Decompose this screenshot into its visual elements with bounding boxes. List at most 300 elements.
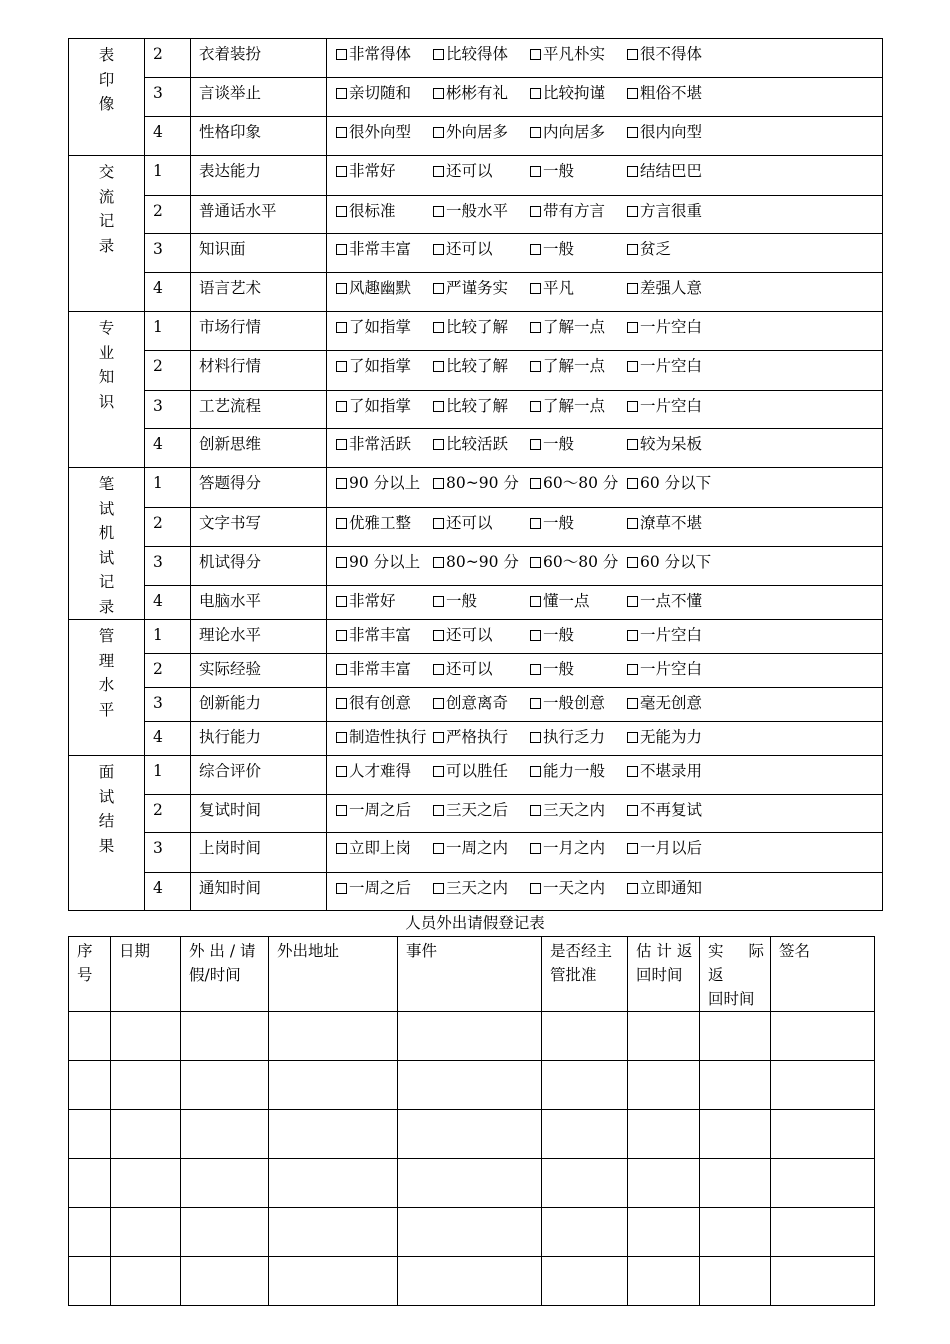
eval-item-number: 3	[145, 234, 191, 273]
eval-option[interactable]	[336, 277, 433, 299]
eval-option[interactable]	[336, 760, 433, 782]
checkbox-icon[interactable]	[627, 244, 638, 255]
checkbox-icon[interactable]	[530, 732, 541, 743]
eval-option-label: 潦草不堪	[640, 513, 703, 532]
leave-entry-cell[interactable]	[628, 1159, 700, 1208]
leave-header-line: 序	[77, 942, 93, 960]
leave-entry-cell[interactable]	[771, 1208, 875, 1257]
checkbox-icon[interactable]	[433, 732, 444, 743]
checkbox-icon[interactable]	[530, 630, 541, 641]
eval-option[interactable]	[433, 395, 530, 417]
eval-option[interactable]	[433, 624, 530, 646]
eval-option[interactable]	[336, 624, 433, 646]
checkbox-icon[interactable]	[627, 732, 638, 743]
eval-option[interactable]	[336, 238, 433, 260]
eval-option[interactable]	[433, 472, 530, 494]
checkbox-icon[interactable]	[627, 518, 638, 529]
checkbox-icon[interactable]	[336, 596, 347, 607]
eval-option[interactable]	[336, 590, 433, 612]
eval-row	[69, 196, 883, 234]
eval-option-label: 一周之后	[349, 801, 412, 819]
eval-option-label: 差强人意	[640, 279, 703, 297]
checkbox-icon[interactable]	[530, 88, 541, 99]
leave-entry-cell[interactable]	[181, 1257, 269, 1306]
checkbox-icon[interactable]	[336, 206, 347, 217]
checkbox-icon[interactable]	[530, 244, 541, 255]
eval-option-label: 一般水平	[446, 202, 509, 220]
checkbox-icon[interactable]	[433, 401, 444, 412]
checkbox-icon[interactable]	[530, 698, 541, 709]
eval-option[interactable]	[627, 512, 717, 534]
eval-option[interactable]	[530, 658, 627, 680]
checkbox-icon[interactable]	[627, 766, 638, 777]
eval-category	[69, 39, 145, 156]
checkbox-icon[interactable]	[336, 283, 347, 294]
checkbox-icon[interactable]	[530, 127, 541, 138]
eval-option-label: 很外向型	[349, 123, 412, 141]
eval-option[interactable]	[433, 433, 530, 455]
leave-entry-cell[interactable]	[111, 1208, 181, 1257]
eval-option[interactable]	[627, 726, 717, 748]
leave-entry-cell[interactable]	[181, 1110, 269, 1159]
checkbox-icon[interactable]	[336, 883, 347, 894]
leave-entry-cell[interactable]	[398, 1159, 542, 1208]
checkbox-icon[interactable]	[530, 766, 541, 777]
eval-option[interactable]	[530, 355, 627, 377]
eval-option[interactable]	[336, 316, 433, 338]
leave-header-line: 管批准	[550, 966, 597, 984]
leave-entry-cell[interactable]	[542, 1208, 628, 1257]
eval-option[interactable]	[530, 43, 627, 65]
eval-option[interactable]	[627, 238, 717, 260]
checkbox-icon[interactable]	[433, 244, 444, 255]
checkbox-icon[interactable]	[627, 439, 638, 450]
eval-option[interactable]	[627, 395, 717, 417]
eval-options	[327, 429, 883, 468]
eval-option[interactable]	[336, 355, 433, 377]
eval-option-label: 非常好	[349, 591, 396, 610]
eval-option[interactable]	[336, 433, 433, 455]
eval-option[interactable]	[433, 726, 530, 748]
checkbox-icon[interactable]	[433, 439, 444, 450]
checkbox-icon[interactable]	[530, 518, 541, 529]
leave-entry-cell[interactable]	[542, 1159, 628, 1208]
eval-option[interactable]	[627, 433, 717, 455]
eval-option[interactable]	[530, 82, 627, 104]
leave-header-cell	[628, 937, 700, 1012]
checkbox-icon[interactable]	[627, 478, 638, 489]
leave-entry-cell[interactable]	[771, 1257, 875, 1306]
checkbox-icon[interactable]	[627, 630, 638, 641]
eval-option[interactable]	[433, 200, 530, 222]
checkbox-icon[interactable]	[433, 127, 444, 138]
checkbox-icon[interactable]	[530, 49, 541, 60]
eval-option-label: 比较得体	[446, 45, 509, 63]
leave-entry-cell[interactable]	[269, 1257, 398, 1306]
eval-option[interactable]	[433, 692, 530, 714]
eval-option-label: 一片空白	[640, 318, 703, 336]
eval-option-label: 风趣幽默	[349, 279, 412, 297]
eval-option-label: 执行乏力	[543, 728, 606, 746]
checkbox-icon[interactable]	[433, 630, 444, 641]
checkbox-icon[interactable]	[336, 630, 347, 641]
checkbox-icon[interactable]	[627, 283, 638, 294]
eval-option[interactable]	[530, 726, 627, 748]
eval-option[interactable]	[336, 160, 433, 182]
leave-entry-cell[interactable]	[628, 1061, 700, 1110]
checkbox-icon[interactable]	[530, 439, 541, 450]
leave-entry-cell[interactable]	[181, 1159, 269, 1208]
checkbox-icon[interactable]	[336, 518, 347, 529]
eval-option[interactable]	[627, 121, 717, 143]
eval-option[interactable]	[433, 355, 530, 377]
eval-option[interactable]	[433, 590, 530, 612]
eval-option-label: 非常得体	[349, 45, 412, 63]
checkbox-icon[interactable]	[336, 843, 347, 854]
eval-option[interactable]	[530, 837, 627, 859]
leave-entry-cell[interactable]	[700, 1110, 771, 1159]
eval-option[interactable]	[433, 512, 530, 534]
leave-entry-cell[interactable]	[628, 1257, 700, 1306]
eval-option[interactable]	[627, 355, 717, 377]
checkbox-icon[interactable]	[530, 401, 541, 412]
checkbox-icon[interactable]	[433, 49, 444, 60]
checkbox-icon[interactable]	[336, 557, 347, 568]
eval-option-label: 比较了解	[446, 357, 509, 375]
leave-header-line: 假/时间	[189, 966, 241, 984]
eval-option[interactable]	[433, 277, 530, 299]
leave-entry-cell[interactable]	[269, 1208, 398, 1257]
eval-option[interactable]	[336, 692, 433, 714]
eval-option[interactable]	[336, 512, 433, 534]
eval-options	[327, 547, 883, 586]
eval-category-char: 像	[98, 95, 115, 113]
eval-category-char: 水	[98, 676, 115, 694]
checkbox-icon[interactable]	[627, 206, 638, 217]
eval-option[interactable]	[336, 799, 433, 821]
eval-option[interactable]	[433, 160, 530, 182]
eval-option[interactable]	[627, 760, 717, 782]
eval-option[interactable]	[336, 551, 433, 573]
leave-entry-cell[interactable]	[69, 1257, 111, 1306]
leave-entry-cell[interactable]	[69, 1208, 111, 1257]
eval-item-number: 3	[145, 833, 191, 873]
eval-option[interactable]	[627, 590, 717, 612]
eval-option[interactable]	[433, 316, 530, 338]
leave-entry-row	[69, 1110, 875, 1159]
eval-option[interactable]	[627, 692, 717, 714]
eval-option[interactable]	[627, 551, 717, 573]
eval-option[interactable]	[336, 877, 433, 899]
eval-item-number: 2	[145, 351, 191, 391]
leave-entry-cell[interactable]	[398, 1257, 542, 1306]
checkbox-icon[interactable]	[433, 361, 444, 372]
checkbox-icon[interactable]	[530, 557, 541, 568]
eval-option[interactable]	[627, 658, 717, 680]
eval-option[interactable]	[433, 799, 530, 821]
eval-option-label: 非常活跃	[349, 435, 412, 453]
eval-option[interactable]	[530, 395, 627, 417]
leave-entry-cell[interactable]	[771, 1061, 875, 1110]
checkbox-icon[interactable]	[336, 166, 347, 177]
eval-item-label: 衣着装扮	[191, 39, 327, 78]
eval-option[interactable]	[530, 433, 627, 455]
eval-option[interactable]	[336, 837, 433, 859]
checkbox-icon[interactable]	[627, 843, 638, 854]
leave-entry-cell[interactable]	[771, 1159, 875, 1208]
checkbox-icon[interactable]	[530, 283, 541, 294]
checkbox-icon[interactable]	[530, 664, 541, 675]
leave-entry-cell[interactable]	[542, 1257, 628, 1306]
eval-option[interactable]	[530, 316, 627, 338]
checkbox-icon[interactable]	[627, 698, 638, 709]
eval-option-label: 80~90 分	[446, 474, 519, 492]
eval-options	[327, 795, 883, 833]
eval-item-label: 性格印象	[191, 117, 327, 156]
eval-option[interactable]	[530, 760, 627, 782]
eval-option[interactable]	[530, 692, 627, 714]
checkbox-icon[interactable]	[530, 166, 541, 177]
eval-option[interactable]	[433, 760, 530, 782]
leave-entry-cell[interactable]	[771, 1110, 875, 1159]
checkbox-icon[interactable]	[336, 244, 347, 255]
checkbox-icon[interactable]	[433, 883, 444, 894]
eval-item-label: 上岗时间	[191, 833, 327, 873]
eval-option[interactable]	[530, 512, 627, 534]
leave-entry-cell[interactable]	[628, 1208, 700, 1257]
eval-category-char: 印	[98, 70, 115, 89]
eval-options	[327, 507, 883, 547]
checkbox-icon[interactable]	[627, 805, 638, 816]
checkbox-icon[interactable]	[336, 322, 347, 333]
leave-entry-cell[interactable]	[111, 1012, 181, 1061]
checkbox-icon[interactable]	[627, 557, 638, 568]
interview-evaluation-body	[69, 39, 883, 911]
eval-option-label: 较为呆板	[640, 435, 703, 453]
eval-option[interactable]	[627, 472, 717, 494]
eval-option[interactable]	[530, 238, 627, 260]
eval-row	[69, 78, 883, 117]
eval-option[interactable]	[336, 43, 433, 65]
eval-option[interactable]	[433, 121, 530, 143]
eval-row	[69, 654, 883, 688]
leave-entry-row	[69, 1061, 875, 1110]
leave-entry-cell[interactable]	[700, 1012, 771, 1061]
eval-option[interactable]	[433, 82, 530, 104]
eval-item-label: 理论水平	[191, 620, 327, 654]
leave-entry-cell[interactable]	[181, 1061, 269, 1110]
checkbox-icon[interactable]	[627, 361, 638, 372]
eval-option[interactable]	[433, 43, 530, 65]
checkbox-icon[interactable]	[336, 766, 347, 777]
checkbox-icon[interactable]	[433, 664, 444, 675]
eval-category-char: 记	[98, 573, 115, 591]
eval-option[interactable]	[627, 316, 717, 338]
checkbox-icon[interactable]	[530, 883, 541, 894]
leave-entry-cell[interactable]	[542, 1012, 628, 1061]
checkbox-icon[interactable]	[627, 166, 638, 177]
leave-entry-cell[interactable]	[69, 1012, 111, 1061]
leave-entry-cell[interactable]	[269, 1110, 398, 1159]
leave-entry-cell[interactable]	[181, 1012, 269, 1061]
leave-entry-cell[interactable]	[69, 1110, 111, 1159]
checkbox-icon[interactable]	[627, 664, 638, 675]
eval-options	[327, 117, 883, 156]
checkbox-icon[interactable]	[336, 805, 347, 816]
eval-option[interactable]	[627, 277, 717, 299]
checkbox-icon[interactable]	[530, 478, 541, 489]
checkbox-icon[interactable]	[627, 88, 638, 99]
checkbox-icon[interactable]	[433, 805, 444, 816]
leave-entry-cell[interactable]	[111, 1061, 181, 1110]
eval-option[interactable]	[627, 43, 717, 65]
eval-option-label: 60 分以下	[640, 474, 712, 492]
leave-entry-cell[interactable]	[269, 1012, 398, 1061]
eval-category-char: 管	[98, 627, 115, 645]
checkbox-icon[interactable]	[336, 401, 347, 412]
eval-option-label: 可以胜任	[446, 762, 509, 780]
checkbox-icon[interactable]	[433, 518, 444, 529]
leave-entry-cell[interactable]	[69, 1061, 111, 1110]
leave-entry-cell[interactable]	[542, 1061, 628, 1110]
leave-entry-cell[interactable]	[542, 1110, 628, 1159]
leave-entry-cell[interactable]	[269, 1159, 398, 1208]
eval-item-label: 普通话水平	[191, 196, 327, 234]
leave-entry-cell[interactable]	[111, 1110, 181, 1159]
checkbox-icon[interactable]	[627, 596, 638, 607]
eval-option[interactable]	[530, 160, 627, 182]
checkbox-icon[interactable]	[433, 88, 444, 99]
eval-option[interactable]	[530, 624, 627, 646]
leave-entry-cell[interactable]	[700, 1208, 771, 1257]
eval-option[interactable]	[530, 590, 627, 612]
checkbox-icon[interactable]	[433, 596, 444, 607]
eval-option[interactable]	[336, 726, 433, 748]
leave-entry-cell[interactable]	[398, 1012, 542, 1061]
leave-entry-cell[interactable]	[69, 1159, 111, 1208]
checkbox-icon[interactable]	[336, 478, 347, 489]
eval-option[interactable]	[530, 877, 627, 899]
eval-option[interactable]	[433, 877, 530, 899]
checkbox-icon[interactable]	[433, 166, 444, 177]
eval-option[interactable]	[627, 837, 717, 859]
leave-entry-cell[interactable]	[398, 1110, 542, 1159]
checkbox-icon[interactable]	[433, 283, 444, 294]
eval-option[interactable]	[433, 551, 530, 573]
checkbox-icon[interactable]	[627, 127, 638, 138]
checkbox-icon[interactable]	[433, 698, 444, 709]
checkbox-icon[interactable]	[530, 805, 541, 816]
eval-option[interactable]	[627, 200, 717, 222]
eval-option[interactable]	[627, 877, 717, 899]
eval-option[interactable]	[530, 121, 627, 143]
eval-option[interactable]	[530, 551, 627, 573]
eval-option[interactable]	[627, 799, 717, 821]
leave-entry-cell[interactable]	[398, 1061, 542, 1110]
checkbox-icon[interactable]	[530, 843, 541, 854]
checkbox-icon[interactable]	[336, 361, 347, 372]
checkbox-icon[interactable]	[336, 664, 347, 675]
checkbox-icon[interactable]	[627, 401, 638, 412]
checkbox-icon[interactable]	[433, 478, 444, 489]
eval-option-label: 无能为力	[640, 728, 703, 746]
eval-option-label: 创意离奇	[446, 694, 509, 712]
eval-option[interactable]	[530, 472, 627, 494]
checkbox-icon[interactable]	[530, 322, 541, 333]
checkbox-icon[interactable]	[530, 596, 541, 607]
leave-entry-cell[interactable]	[111, 1257, 181, 1306]
eval-option-label: 80~90 分	[446, 553, 519, 572]
eval-item-label: 语言艺术	[191, 273, 327, 312]
eval-option-label: 一般	[543, 660, 575, 678]
leave-entry-cell[interactable]	[771, 1012, 875, 1061]
eval-option[interactable]	[433, 837, 530, 859]
eval-option[interactable]	[627, 82, 717, 104]
checkbox-icon[interactable]	[433, 843, 444, 854]
checkbox-icon[interactable]	[336, 49, 347, 60]
eval-option-label: 还可以	[446, 240, 493, 258]
checkbox-icon[interactable]	[336, 732, 347, 743]
eval-option[interactable]	[336, 658, 433, 680]
eval-option[interactable]	[336, 82, 433, 104]
eval-option[interactable]	[530, 200, 627, 222]
eval-option[interactable]	[433, 238, 530, 260]
leave-entry-cell[interactable]	[269, 1061, 398, 1110]
eval-item-label: 复试时间	[191, 795, 327, 833]
checkbox-icon[interactable]	[530, 361, 541, 372]
checkbox-icon[interactable]	[627, 322, 638, 333]
eval-option[interactable]	[336, 472, 433, 494]
eval-category-char: 录	[98, 597, 115, 616]
eval-option[interactable]	[530, 277, 627, 299]
checkbox-icon[interactable]	[336, 439, 347, 450]
leave-entry-cell[interactable]	[111, 1159, 181, 1208]
eval-row	[69, 833, 883, 873]
eval-row	[69, 429, 883, 468]
checkbox-icon[interactable]	[433, 766, 444, 777]
leave-entry-cell[interactable]	[628, 1110, 700, 1159]
leave-entry-cell[interactable]	[181, 1208, 269, 1257]
eval-option[interactable]	[627, 624, 717, 646]
eval-category-char: 果	[98, 836, 115, 855]
checkbox-icon[interactable]	[433, 206, 444, 217]
eval-item-label: 执行能力	[191, 722, 327, 756]
eval-category-char: 专	[98, 319, 115, 337]
leave-registration-table	[68, 936, 875, 1306]
checkbox-icon[interactable]	[433, 557, 444, 568]
eval-option[interactable]	[336, 395, 433, 417]
leave-entry-cell[interactable]	[700, 1061, 771, 1110]
checkbox-icon[interactable]	[627, 49, 638, 60]
eval-item-number: 2	[145, 39, 191, 78]
eval-option-label: 还可以	[446, 660, 493, 678]
checkbox-icon[interactable]	[627, 883, 638, 894]
eval-option[interactable]	[530, 799, 627, 821]
leave-entry-cell[interactable]	[700, 1257, 771, 1306]
checkbox-icon[interactable]	[530, 206, 541, 217]
leave-entry-cell[interactable]	[398, 1208, 542, 1257]
eval-option[interactable]	[336, 200, 433, 222]
checkbox-icon[interactable]	[336, 698, 347, 709]
checkbox-icon[interactable]	[433, 322, 444, 333]
eval-option[interactable]	[627, 160, 717, 182]
eval-option[interactable]	[433, 658, 530, 680]
leave-entry-cell[interactable]	[628, 1012, 700, 1061]
checkbox-icon[interactable]	[336, 88, 347, 99]
checkbox-icon[interactable]	[336, 127, 347, 138]
leave-entry-cell[interactable]	[700, 1159, 771, 1208]
eval-option[interactable]	[336, 121, 433, 143]
